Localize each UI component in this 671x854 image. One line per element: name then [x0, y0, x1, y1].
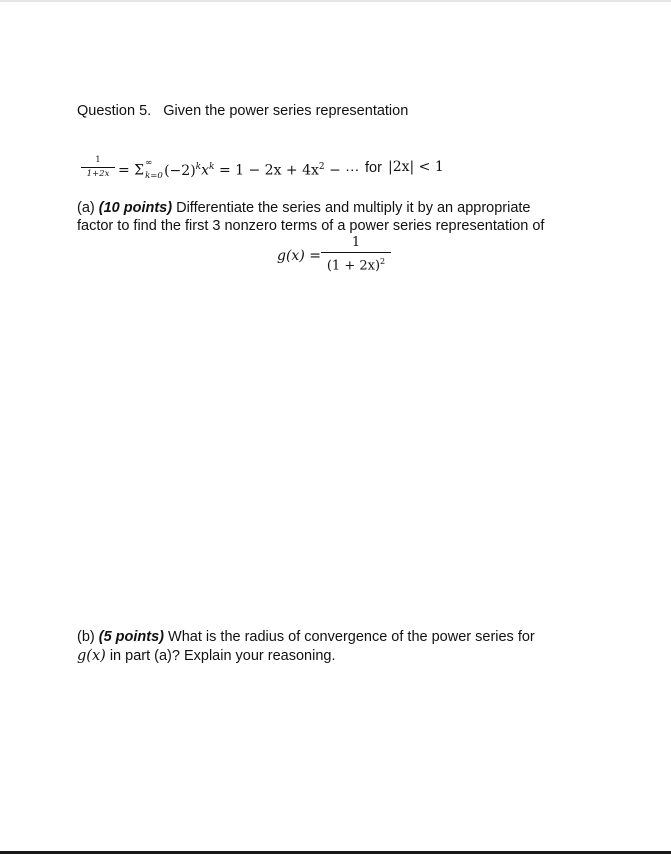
page-top-border: [0, 0, 671, 2]
part-a-line-1: [77, 199, 530, 217]
series-rhs: [118, 158, 359, 180]
g-denominator-base: (1 + 2x): [326, 258, 381, 274]
part-a-points: (10 points): [98, 200, 173, 216]
term-x: x: [201, 162, 210, 179]
convergence-condition: |2x| < 1: [388, 159, 444, 175]
g-denominator: [320, 254, 392, 273]
g-numerator: 1: [351, 235, 361, 250]
part-a-text-1: Differentiate the series and multiply it by an appropriate: [176, 200, 531, 216]
g-function-lhs: [277, 247, 321, 265]
question-heading: [77, 102, 408, 120]
part-b-function: g(x): [77, 648, 106, 664]
g-fraction-bar: [321, 252, 391, 253]
condition-label: for: [365, 160, 382, 176]
series-term: (−2): [164, 162, 196, 179]
term-x-exponent: k: [209, 162, 215, 172]
part-b-text-2: in part (a)? Explain your reasoning.: [109, 648, 336, 664]
series-expansion: = 1 − 2x + 4x: [214, 162, 319, 179]
question-number: Question 5.: [77, 103, 152, 119]
expansion-exponent: 2: [318, 162, 325, 172]
term-exponent: k: [195, 162, 202, 172]
lhs-fraction-bar: [81, 167, 115, 168]
lhs-denominator: 1+2x: [86, 169, 110, 179]
g-denominator-exponent: 2: [380, 257, 386, 266]
part-b-points: (5 points): [98, 629, 165, 645]
sum-sign: = Σ: [118, 162, 145, 179]
g-of-x: g(x) =: [277, 248, 321, 264]
lhs-numerator: 1: [95, 155, 101, 165]
part-a-text-2: factor to find the first 3 nonzero terms of a power series representation of: [77, 218, 545, 234]
question-intro: Given the power series representation: [163, 103, 409, 119]
sum-upper-limit: ∞: [145, 158, 153, 168]
expansion-tail: − ⋯: [324, 162, 360, 179]
part-b-line-2: [77, 647, 336, 665]
part-b-line-1: [77, 628, 535, 646]
part-a-label: (a): [77, 200, 95, 216]
sum-lower-limit: k=0: [145, 171, 163, 181]
part-b-text-1: What is the radius of convergence of the power series for: [168, 629, 535, 645]
part-b-label: (b): [77, 629, 95, 645]
